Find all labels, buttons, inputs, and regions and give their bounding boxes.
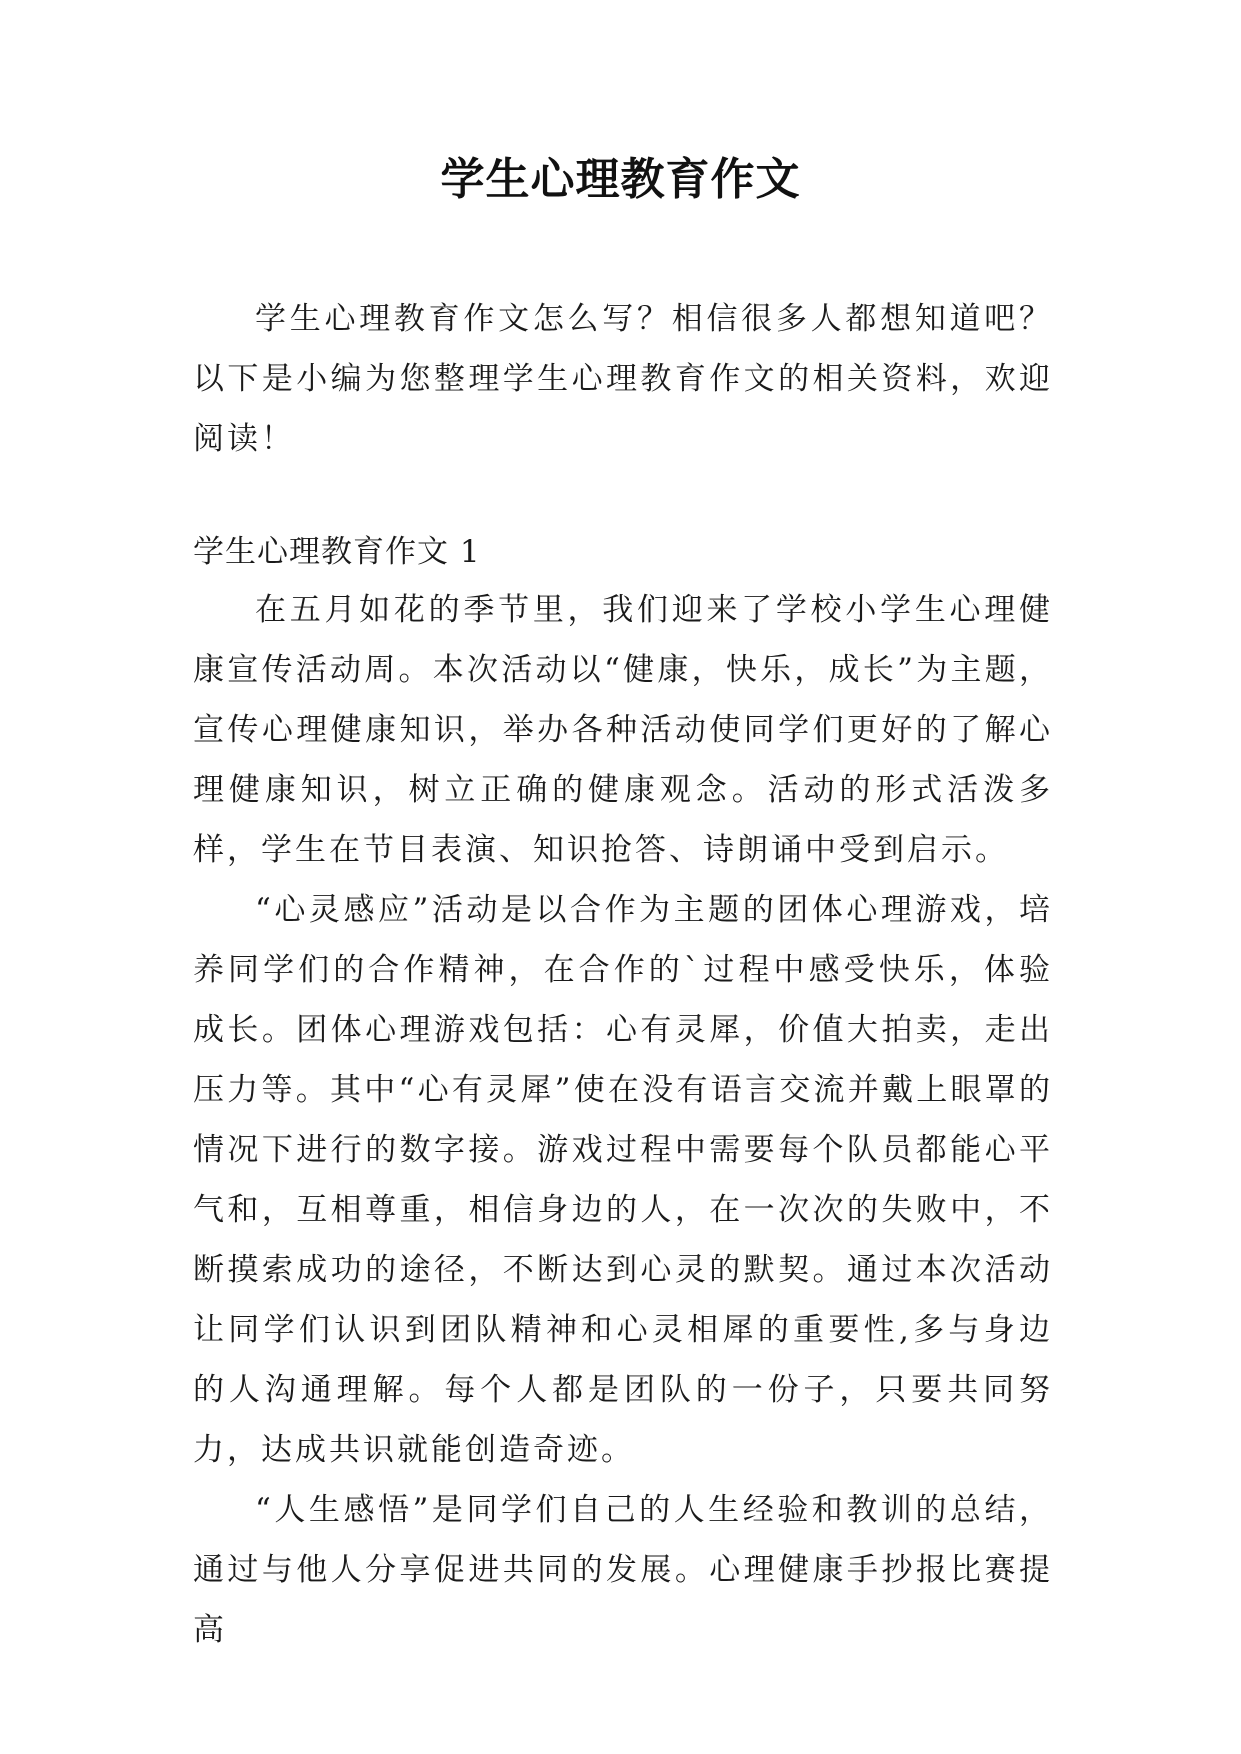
section-heading: 学生心理教育作文 1 [193, 534, 481, 570]
essay-paragraph-1: 在五月如花的季节里，我们迎来了学校小学生心理健康宣传活动周。本次活动以“健康，快乐，成长”为主题，宣传心理健康知识，举办各种活动使同学们更好的了解心理健康知识，树立正确的健康观念。活动的形式活泼多样，学生在节目表演、知识抢答、诗朗诵中受到启示。 [193, 592, 1053, 868]
document-title: 学生心理教育作文 [440, 154, 801, 205]
essay-paragraph-2: “心灵感应”活动是以合作为主题的团体心理游戏，培养同学们的合作精神，在合作的`过程中感受快乐，体验成长。团体心理游戏包括：心有灵犀，价值大拍卖，走出压力等。其中“心有灵犀”使在没有语言交流并戴上眼罩的情况下进行的数字接。游戏过程中需要每个队员都能心平气和，互相尊重，相信身边的人，在一次次的失败中，不断摸索成功的途径，不断达到心灵的默契。通过本次活动让同学们认识到团队精神和心灵相犀的重要性,多与身边的人沟通理解。每个人都是团队的一份子，只要共同努力，达成共识就能创造奇迹。 [193, 892, 1053, 1468]
essay-body [193, 580, 1053, 1660]
essay-paragraph-3: “人生感悟”是同学们自己的人生经验和教训的总结，通过与他人分享促进共同的发展。心理健康手抄报比赛提高 [193, 1492, 1053, 1648]
intro-block [193, 289, 1053, 469]
intro-paragraph: 学生心理教育作文怎么写？相信很多人都想知道吧？以下是小编为您整理学生心理教育作文的相关资料，欢迎阅读！ [193, 301, 1053, 457]
